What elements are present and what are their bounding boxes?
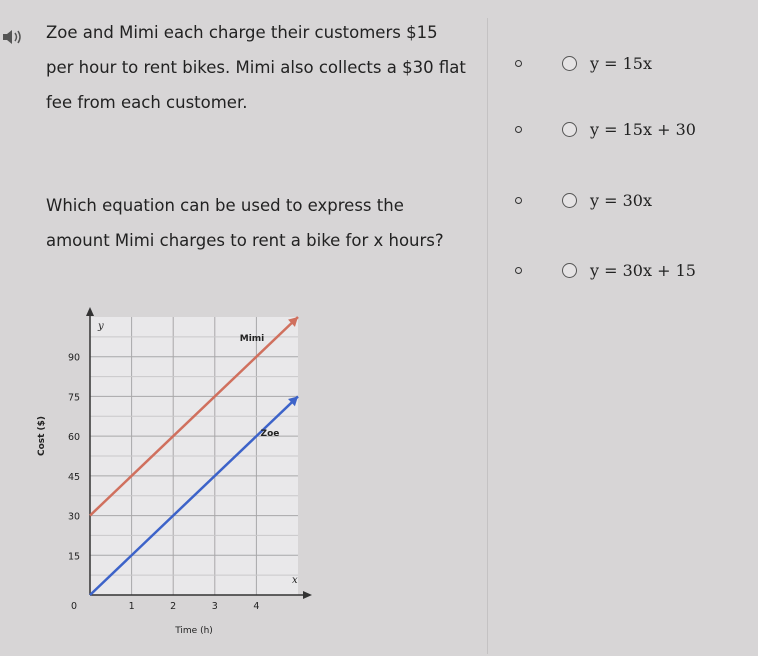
option-label: y = 15x + 30 (590, 119, 696, 139)
answer-option-1[interactable] (515, 49, 750, 77)
y-axis-letter: y (98, 321, 104, 332)
option-marker-icon (515, 267, 522, 274)
x-axis-letter: x (292, 575, 298, 586)
y-tick-label: 0 (70, 601, 78, 612)
y-tick-label: 90 (67, 352, 81, 364)
speaker-icon[interactable] (2, 27, 26, 47)
radio-button[interactable] (562, 263, 577, 278)
y-axis-arrow-icon (86, 307, 94, 316)
option-label: y = 30x (590, 190, 652, 210)
y-axis-label: Cost ($) (37, 415, 47, 457)
option-label: y = 30x + 15 (590, 260, 696, 280)
y-tick-label: 45 (67, 471, 81, 483)
radio-button[interactable] (562, 56, 577, 71)
option-marker-icon (515, 60, 522, 67)
radio-button[interactable] (562, 193, 577, 208)
radio-button[interactable] (562, 122, 577, 137)
series-label-zoe: Zoe (260, 429, 280, 440)
option-marker-icon (515, 126, 522, 133)
question-paragraph-1: Zoe and Mimi each charge their customers $15 per hour to rent bikes. Mimi also collects a $30 flat fee from each customer. (46, 23, 466, 112)
option-marker-icon (515, 197, 522, 204)
x-tick-label: 2 (170, 601, 177, 612)
series-label-mimi: Mimi (239, 333, 265, 344)
answer-option-2[interactable] (515, 115, 750, 143)
question-paragraph-2: Which equation can be used to express the amount Mimi charges to rent a bike for x hours? (46, 196, 444, 250)
column-divider (487, 18, 488, 654)
x-axis-arrow-icon (303, 591, 312, 599)
y-tick-label: 75 (67, 392, 81, 404)
x-tick-label: 1 (128, 601, 135, 612)
cost-time-chart (30, 305, 320, 650)
answer-option-4[interactable] (515, 256, 750, 284)
option-label: y = 15x (590, 53, 652, 73)
x-tick-label: 3 (211, 601, 218, 612)
answer-option-3[interactable] (515, 186, 750, 214)
y-tick-label: 60 (67, 432, 81, 444)
y-tick-label: 30 (67, 511, 81, 523)
x-axis-label: Time (h) (175, 626, 213, 636)
x-tick-label: 4 (253, 601, 260, 612)
y-tick-label: 15 (67, 551, 81, 563)
